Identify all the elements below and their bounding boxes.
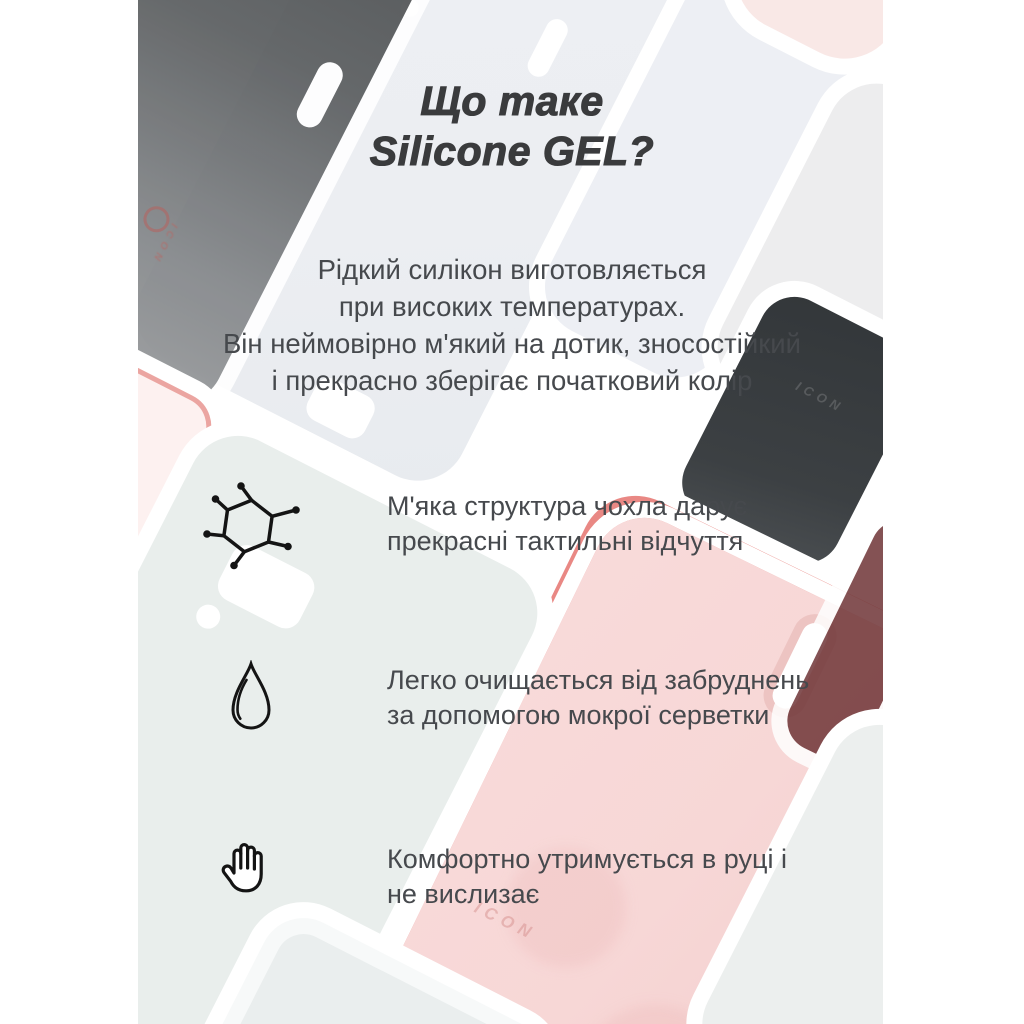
- intro-line: Рідкий силікон виготовляється: [317, 254, 707, 285]
- feature-2-text: [387, 663, 809, 732]
- brand-watermark: ICON: [793, 378, 847, 416]
- feature-line: за допомогою мокрої серветки: [387, 699, 770, 730]
- water-drop-icon: [224, 660, 278, 740]
- feature-line: М'яка структура чохла дарує: [387, 491, 748, 521]
- title-line-1: Що таке: [420, 78, 604, 124]
- title-line-2: Silicone GEL?: [369, 128, 655, 174]
- feature-line: Легко очищається від забруднень: [387, 665, 810, 695]
- feature-line: прекрасні тактильні відчуття: [387, 525, 744, 556]
- feature-line: Комфортно утримується в руці і: [387, 844, 787, 874]
- page-title: [0, 76, 1024, 176]
- brand-watermark: ICON: [149, 221, 180, 267]
- intro-paragraph: [0, 251, 1024, 399]
- brand-watermark: ICON: [471, 897, 540, 945]
- intro-line: Він неймовірно м'який на дотик, зносостійкий: [222, 328, 802, 359]
- feature-line: не вислизає: [387, 878, 540, 909]
- intro-line: при високих температурах.: [338, 291, 686, 322]
- feature-1-text: [387, 489, 747, 558]
- feature-3-text: [387, 842, 787, 911]
- hand-icon: [217, 833, 277, 911]
- molecule-icon: [200, 476, 310, 572]
- intro-line: і прекрасно зберігає початковий колір: [271, 365, 753, 396]
